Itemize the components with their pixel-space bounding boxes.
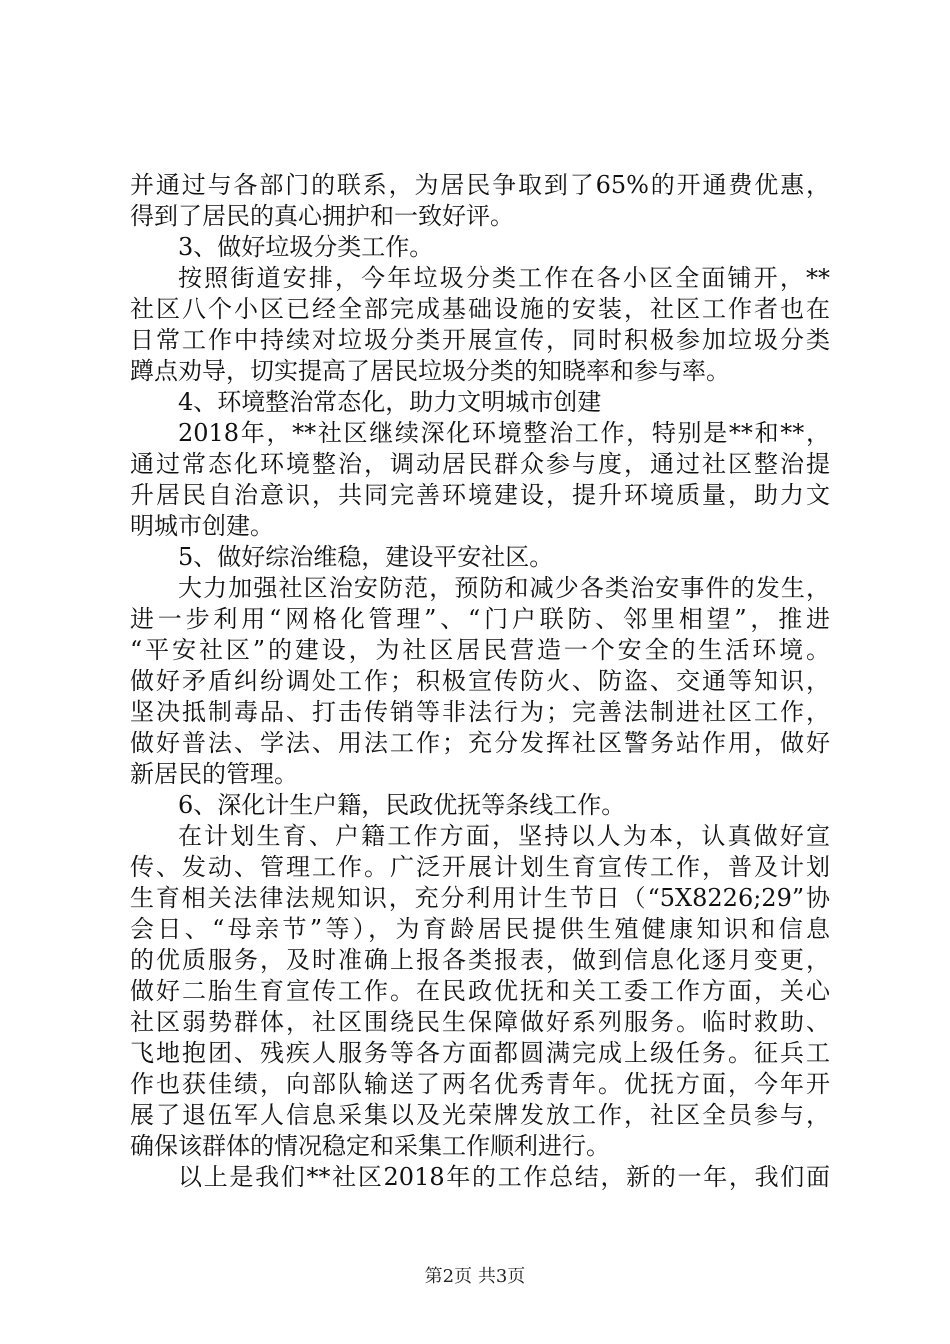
text-line: 按照街道安排，今年垃圾分类工作在各小区全面铺开，** [178, 264, 830, 292]
text-line: 6、深化计生户籍，民政优抚等条线工作。 [178, 791, 626, 819]
text-line: 社区弱势群体，社区围绕民生保障做好系列服务。临时救助、 [130, 1008, 830, 1036]
text-line: 明城市创建。 [130, 512, 274, 540]
text-line: 确保该群体的情况稳定和采集工作顺利进行。 [130, 1132, 610, 1160]
text-line: 会日、“母亲节”等），为育龄居民提供生殖健康知识和信息 [130, 915, 830, 943]
text-line: 以上是我们**社区2018年的工作总结，新的一年，我们面 [178, 1163, 830, 1191]
text-line: 新居民的管理。 [130, 760, 298, 788]
text-line: 得到了居民的真心拥护和一致好评。 [130, 202, 514, 230]
text-line: 在计划生育、户籍工作方面，坚持以人为本，认真做好宣 [178, 822, 830, 850]
text-line: 蹲点劝导，切实提高了居民垃圾分类的知晓率和参与率。 [130, 357, 730, 385]
text-line: 4、环境整治常态化，助力文明城市创建 [178, 388, 602, 416]
text-line: 升居民自治意识，共同完善环境建设，提升环境质量，助力文 [130, 481, 830, 509]
text-line: 的优质服务，及时准确上报各类报表，做到信息化逐月变更， [130, 946, 830, 974]
text-line: 传、发动、管理工作。广泛开展计划生育宣传工作，普及计划 [130, 853, 830, 881]
text-line: 飞地抱团、残疾人服务等各方面都圆满完成上级任务。征兵工 [130, 1039, 830, 1067]
text-line: 5、做好综治维稳，建设平安社区。 [178, 543, 554, 571]
text-line: 2018年，**社区继续深化环境整治工作，特别是**和**， [178, 419, 830, 447]
document-body [130, 170, 830, 1193]
text-line: 生育相关法律法规知识，充分利用计生节日（“5X8226;29”协 [130, 884, 830, 912]
page-footer: 第2页 共3页 [424, 1266, 526, 1287]
text-line: 社区八个小区已经全部完成基础设施的安装，社区工作者也在 [130, 295, 830, 323]
text-line: 通过常态化环境整治，调动居民群众参与度，通过社区整治提 [130, 450, 830, 478]
text-line: 坚决抵制毒品、打击传销等非法行为；完善法制进社区工作， [130, 698, 830, 726]
text-line: 日常工作中持续对垃圾分类开展宣传，同时积极参加垃圾分类 [130, 326, 830, 354]
text-line: 做好矛盾纠纷调处工作；积极宣传防火、防盗、交通等知识， [130, 667, 830, 695]
text-line: “平安社区”的建设，为社区居民营造一个安全的生活环境。 [130, 636, 830, 664]
text-line: 进一步利用“网格化管理”、“门户联防、邻里相望”，推进 [130, 605, 830, 633]
text-line: 大力加强社区治安防范，预防和减少各类治安事件的发生， [178, 574, 830, 602]
text-line: 3、做好垃圾分类工作。 [178, 233, 434, 261]
text-line: 并通过与各部门的联系，为居民争取到了65%的开通费优惠， [130, 171, 830, 199]
text-line: 做好二胎生育宣传工作。在民政优抚和关工委工作方面，关心 [130, 977, 830, 1005]
text-line: 展了退伍军人信息采集以及光荣牌发放工作，社区全员参与， [130, 1101, 830, 1129]
text-line: 做好普法、学法、用法工作；充分发挥社区警务站作用，做好 [130, 729, 830, 757]
text-line: 作也获佳绩，向部队输送了两名优秀青年。优抚方面，今年开 [130, 1070, 830, 1098]
